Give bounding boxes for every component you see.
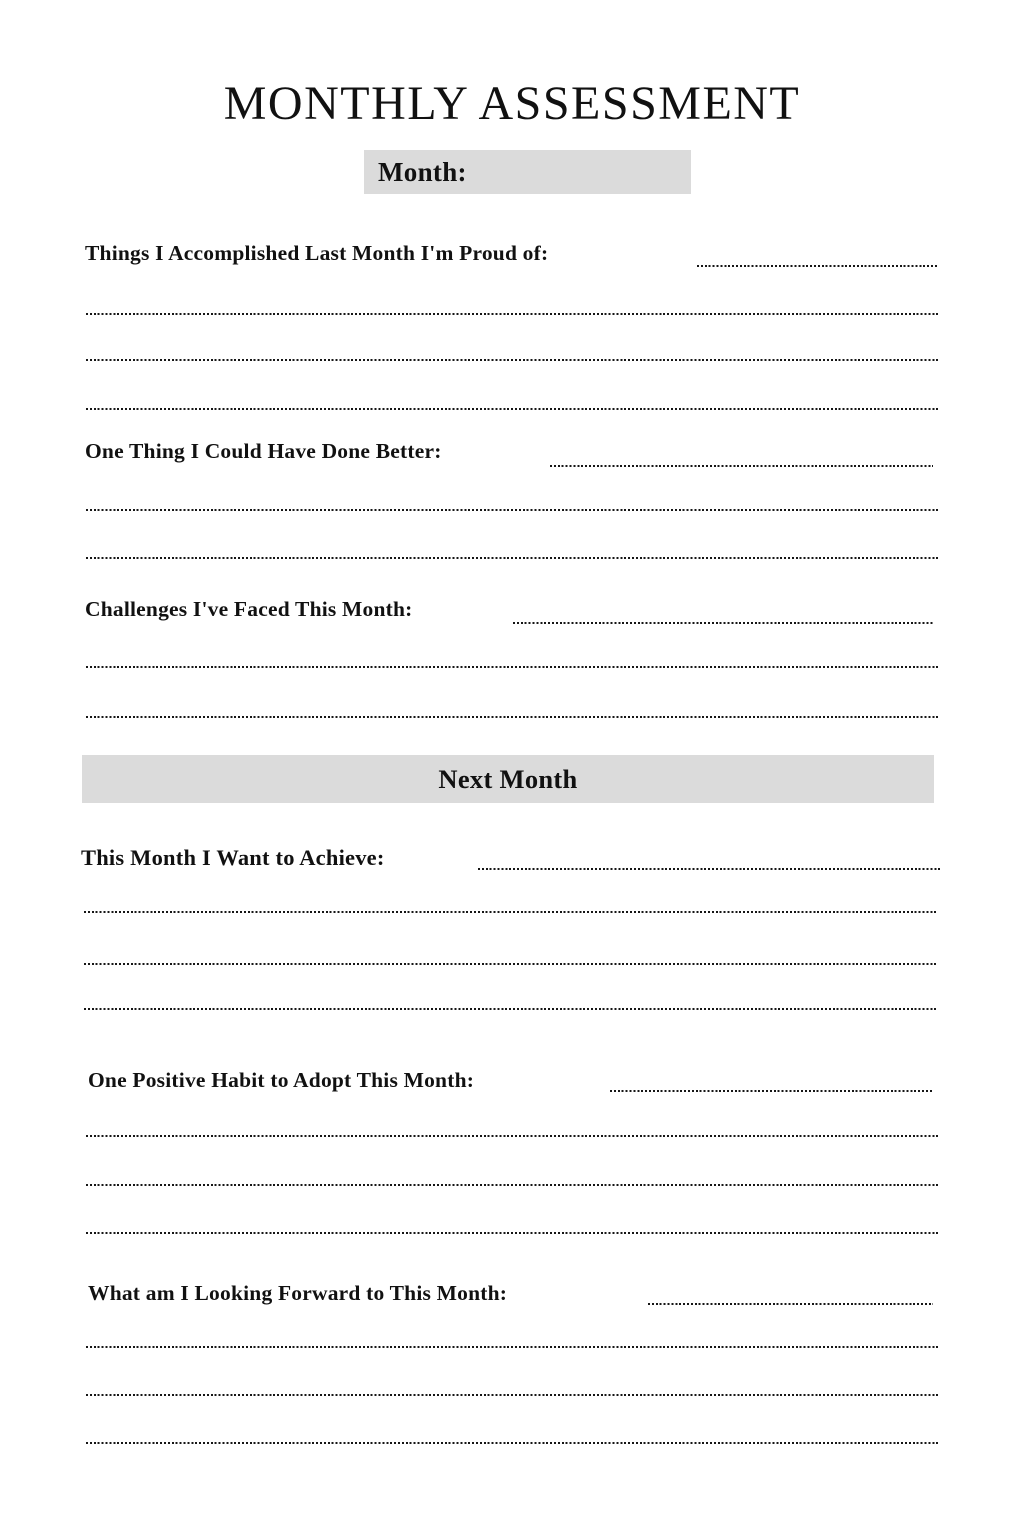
answer-line[interactable] bbox=[648, 1303, 933, 1305]
writing-line[interactable] bbox=[84, 911, 938, 913]
writing-line[interactable] bbox=[86, 557, 940, 559]
month-field bbox=[364, 150, 691, 194]
writing-line[interactable] bbox=[86, 313, 940, 315]
writing-line[interactable] bbox=[86, 716, 940, 718]
heading-done-better: One Thing I Could Have Done Better: bbox=[85, 439, 442, 463]
next-month-banner: Next Month bbox=[82, 755, 934, 803]
answer-line[interactable] bbox=[610, 1090, 933, 1092]
writing-line[interactable] bbox=[86, 666, 940, 668]
heading-achieve: This Month I Want to Achieve: bbox=[81, 845, 385, 870]
heading-looking-forward: What am I Looking Forward to This Month: bbox=[88, 1281, 508, 1305]
writing-line[interactable] bbox=[86, 1394, 940, 1396]
heading-habit: One Positive Habit to Adopt This Month: bbox=[88, 1068, 475, 1092]
writing-line[interactable] bbox=[84, 963, 938, 965]
answer-line[interactable] bbox=[697, 265, 939, 267]
writing-line[interactable] bbox=[86, 408, 940, 410]
answer-line[interactable] bbox=[550, 465, 933, 467]
writing-line[interactable] bbox=[86, 1184, 940, 1186]
month-value-area[interactable] bbox=[467, 150, 691, 194]
writing-line[interactable] bbox=[86, 1346, 940, 1348]
heading-challenges: Challenges I've Faced This Month: bbox=[85, 597, 413, 621]
writing-line[interactable] bbox=[86, 509, 940, 511]
answer-line[interactable] bbox=[478, 868, 940, 870]
answer-line[interactable] bbox=[513, 622, 933, 624]
page-title: MONTHLY ASSESSMENT bbox=[223, 77, 801, 130]
writing-line[interactable] bbox=[86, 359, 940, 361]
writing-line[interactable] bbox=[84, 1008, 938, 1010]
heading-accomplished: Things I Accomplished Last Month I'm Proud of: bbox=[85, 241, 549, 265]
month-label: Month: bbox=[378, 156, 467, 187]
writing-line[interactable] bbox=[86, 1232, 940, 1234]
writing-line[interactable] bbox=[86, 1442, 940, 1444]
writing-line[interactable] bbox=[86, 1135, 940, 1137]
